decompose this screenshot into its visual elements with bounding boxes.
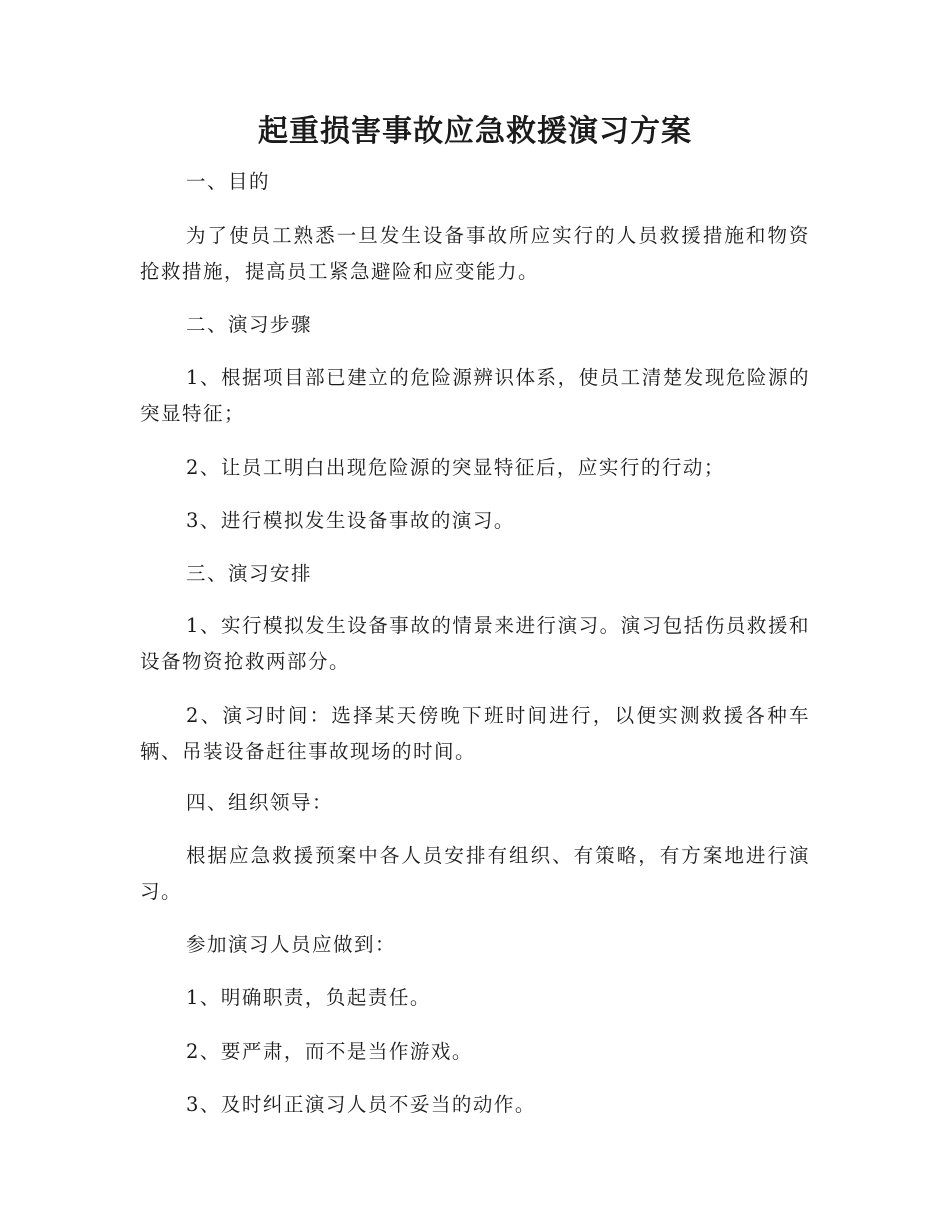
- section-heading-arrangement: 三、演习安排: [186, 562, 313, 585]
- section-heading-steps: 二、演习步骤: [186, 313, 313, 336]
- paragraph-purpose: 为了使员工熟悉一旦发生设备事故所应实行的人员救援措施和物资抢救措施，提高员工紧急避险和应变能力。: [140, 224, 810, 283]
- paragraph-arrangement-2: 2、演习时间：选择某天傍晚下班时间进行，以便实测救援各种车辆、吊装设备赶往事故现场的时间。: [140, 704, 810, 763]
- paragraph-step-1: 1、根据项目部已建立的危险源辨识体系，使员工清楚发现危险源的突显特征；: [140, 366, 810, 425]
- section-heading-purpose: 一、目的: [186, 170, 271, 193]
- paragraph-requirement-1: 1、明确职责，负起责任。: [186, 986, 431, 1009]
- paragraph-participants-intro: 参加演习人员应做到：: [186, 933, 397, 956]
- section-heading-organization: 四、组织领导：: [186, 791, 334, 814]
- document-title: 起重损害事故应急救援演习方案: [258, 114, 692, 149]
- paragraph-step-2: 2、让员工明白出现危险源的突显特征后，应实行的行动；: [186, 456, 725, 479]
- paragraph-requirement-2: 2、要严肃，而不是当作游戏。: [186, 1040, 473, 1063]
- paragraph-requirement-3: 3、及时纠正演习人员不妥当的动作。: [186, 1093, 536, 1116]
- paragraph-organization: 根据应急救援预案中各人员安排有组织、有策略，有方案地进行演习。: [140, 844, 810, 903]
- paragraph-arrangement-1: 1、实行模拟发生设备事故的情景来进行演习。演习包括伤员救援和设备物资抢救两部分。: [140, 614, 810, 673]
- paragraph-step-3: 3、进行模拟发生设备事故的演习。: [186, 509, 515, 532]
